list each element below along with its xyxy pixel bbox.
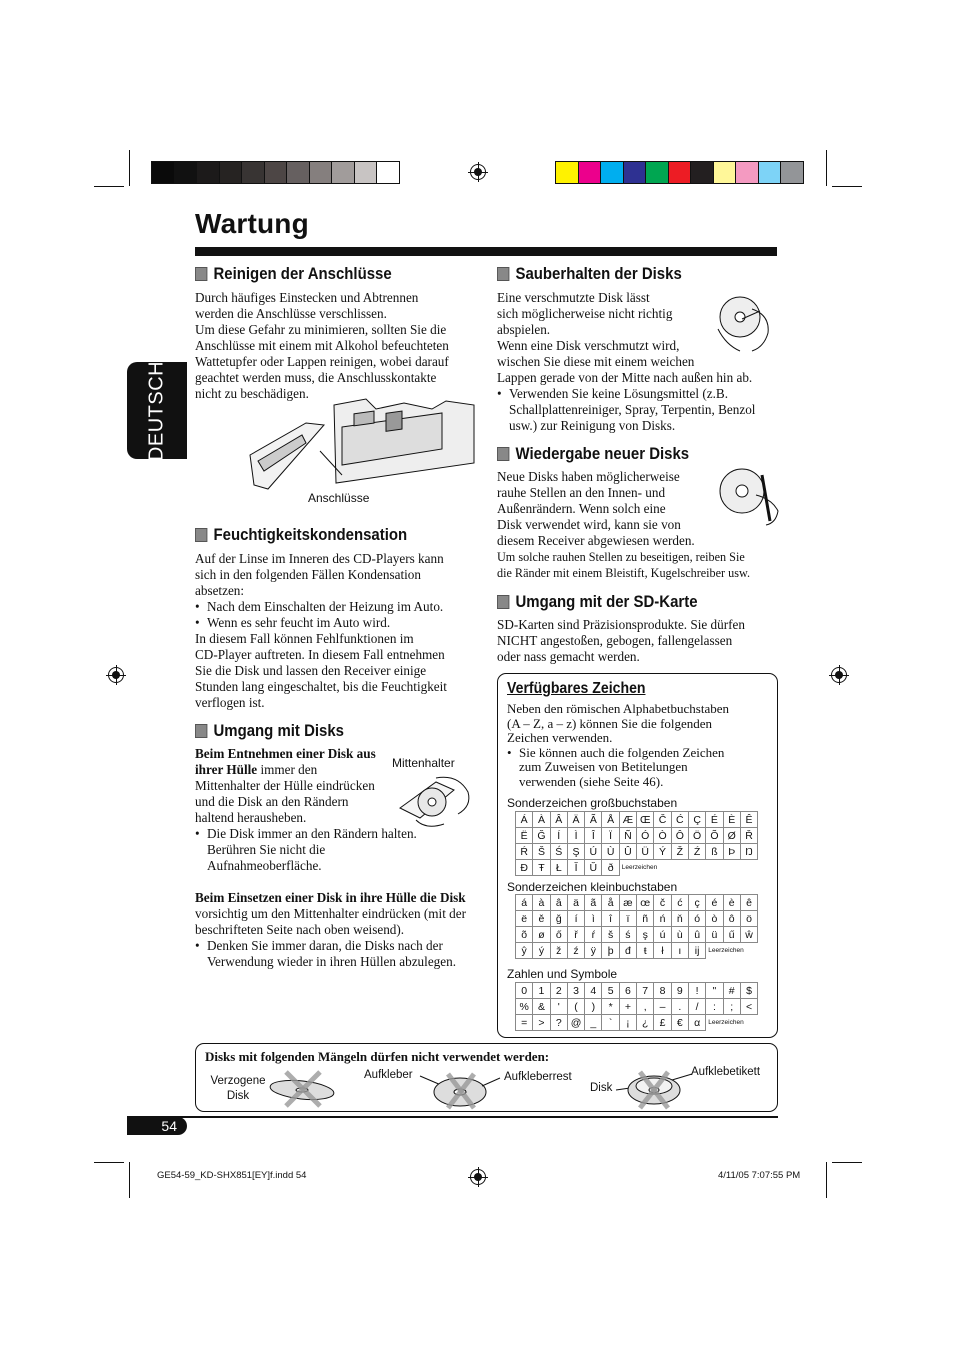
crop-mark (94, 186, 124, 187)
char-cell: & (533, 999, 550, 1015)
char-cell: ı (671, 943, 688, 959)
char-cell: / (688, 999, 705, 1015)
page-title: Wartung (195, 208, 309, 239)
char-cell: ó (688, 911, 705, 927)
char-cell: Œ (637, 812, 654, 828)
char-cell: ( (567, 999, 584, 1015)
sd-karte-text: SD-Karten sind Präzisionsprodukte. Sie dürfen NICHT angestoßen, gebogen, fallengelassen oder nass gemacht werden. (497, 617, 745, 664)
char-cell: œ (637, 895, 654, 911)
char-cell: 4 (585, 983, 602, 999)
char-cell: â (550, 895, 567, 911)
char-cell: ò (706, 911, 723, 927)
char-cell: ; (723, 999, 740, 1015)
char-cell: Ý (654, 844, 671, 860)
char-cell: ù (671, 927, 688, 943)
heading-square-icon (195, 528, 207, 542)
color-swatch (264, 161, 288, 184)
heading-square-icon (195, 724, 207, 738)
char-cell: – (654, 999, 671, 1015)
char-cell: 8 (654, 983, 671, 999)
disk-label: Disk (590, 1082, 613, 1094)
char-cell: , (637, 999, 654, 1015)
char-cell: ŧ (637, 943, 654, 959)
char-cell: Á (516, 812, 533, 828)
char-cell: 0 (516, 983, 533, 999)
heading-square-icon (497, 595, 509, 609)
char-cell: Ŧ (533, 860, 550, 876)
char-cell: Æ (619, 812, 636, 828)
char-cell: ã (585, 895, 602, 911)
crop-mark (826, 150, 827, 186)
char-cell: ź (567, 943, 584, 959)
char-cell: ň (671, 911, 688, 927)
char-cell: Ù (602, 844, 619, 860)
color-swatch (196, 161, 220, 184)
char-cell: Õ (706, 828, 723, 844)
color-swatch (758, 161, 782, 184)
char-cell: ú (654, 927, 671, 943)
upper-special-label: Sonderzeichen großbuchstaben (507, 796, 678, 810)
color-swatch (219, 161, 243, 184)
char-cell: _ (585, 1015, 602, 1031)
char-cell: æ (619, 895, 636, 911)
char-cell: ð (602, 860, 619, 876)
char-cell: ń (654, 911, 671, 927)
color-swatch (735, 161, 759, 184)
crop-mark (832, 186, 862, 187)
char-cell: ü (706, 927, 723, 943)
feuchtigkeit-text: Auf der Linse im Inneren des CD-Players kann sich in den folgenden Fällen Kondensation absetzen: • Nach dem Einschalten der Heizung im Auto. • Wenn es sehr feucht im Auto wird. In diesem Fall können Fehlfunktionen im CD-Player auftreten. In diesem Fall entnehmen Sie die Disk und lassen den Receiver einige Stunden lang eingeschaltet, bis die Feuchtigkeit verflogen ist. (195, 551, 485, 711)
char-cell: * (602, 999, 619, 1015)
char-cell: Ž (671, 844, 688, 860)
char-cell: Î (585, 828, 602, 844)
char-cell: ¿ (637, 1015, 654, 1031)
char-cell: Ì (567, 828, 584, 844)
char-cell: ß (706, 844, 723, 860)
wiedergabe-text: Neue Disks haben möglicherweise rauhe Stellen an den Innen- und Außenrändern. Wenn solch eine Disk verwendet wird, kann sie von diesem Receiver abgewiesen werden. Um solche rauhen Stellen zu beseitigen, reiben Sie die Ränder mit einem Bleistift, Kugelschreiber usw. (497, 469, 751, 580)
heading-square-icon (497, 267, 509, 281)
char-cell: Þ (723, 844, 740, 860)
umgang-disks-text: Beim Entnehmen einer Disk aus ihrer Hülle immer den Mittenhalter der Hülle eindrücken und die Disk an den Rändern haltend herausheben. • Die Disk immer an den Rändern halten. Berühren Sie nicht die Aufnahmeoberfläche. Beim Einsetzen einer Disk in ihre Hülle die Disk vorsichtig um den Mittenhalter eindrücken (mit der beschrifteten Seite nach oben weisend). • Denken Sie immer daran, die Disks nach der Verwendung wieder in ihren Hüllen abzulegen. (195, 746, 475, 970)
char-cell: . (671, 999, 688, 1015)
char-cell: é (706, 895, 723, 911)
char-cell: ë (516, 911, 533, 927)
figure-label: Mittenhalter (392, 756, 455, 770)
char-cell: Č (654, 812, 671, 828)
sticker-residue-label: Aufkleberrest (504, 1071, 572, 1083)
color-swatch (309, 161, 333, 184)
numbers-symbols-label: Zahlen und Symbole (507, 967, 618, 981)
char-cell: < (740, 999, 757, 1015)
char-cell: Ï (602, 828, 619, 844)
char-cell: ő (550, 927, 567, 943)
color-swatch (690, 161, 714, 184)
char-cell: Â (550, 812, 567, 828)
color-swatch (331, 161, 355, 184)
char-cell: Ö (688, 828, 705, 844)
crop-mark (129, 1162, 130, 1198)
char-cell: + (619, 999, 636, 1015)
bottom-rule (127, 1116, 778, 1118)
char-cell: Ñ (619, 828, 636, 844)
char-cell: € (671, 1015, 688, 1031)
char-cell: % (516, 999, 533, 1015)
char-cell: Ś (550, 844, 567, 860)
characters-intro: Neben den römischen Alphabetbuchstaben (A – Z, a – z) können Sie die folgenden Zeichen verwenden. • Sie können auch die folgenden Zeichen zum Zuweisen von Betitelungen verwenden (siehe Seite 46). (507, 702, 769, 790)
char-cell: Ø (723, 828, 740, 844)
connector-illustration (246, 397, 478, 493)
heading-square-icon (195, 267, 207, 281)
char-cell: õ (516, 927, 533, 943)
char-cell: ŷ (516, 943, 533, 959)
registration-mark-icon (470, 164, 486, 180)
char-cell: @ (567, 1015, 584, 1031)
char-cell: ñ (637, 911, 654, 927)
section-heading-sd-karte: Umgang mit der SD-Karte (497, 592, 698, 612)
char-cell: ç (688, 895, 705, 911)
char-cell: 6 (619, 983, 636, 999)
char-cell: ŵ (740, 927, 757, 943)
char-cell: è (723, 895, 740, 911)
char-cell: Ł (550, 860, 567, 876)
char-cell: Ü (637, 844, 654, 860)
page-number-tab: 54 (127, 1117, 187, 1135)
char-cell: ć (671, 895, 688, 911)
char-cell: ? (550, 1015, 567, 1031)
char-cell: ì (585, 911, 602, 927)
title-rule (195, 247, 777, 256)
char-cell: Ş (567, 844, 584, 860)
char-cell: ŕ (585, 927, 602, 943)
registration-mark-icon (831, 667, 847, 683)
char-cell: Å (602, 812, 619, 828)
color-swatch (241, 161, 265, 184)
char-cell: Ê (740, 812, 757, 828)
char-cell: č (654, 895, 671, 911)
char-cell: 2 (550, 983, 567, 999)
char-cell: ű (723, 927, 740, 943)
char-cell: Ó (637, 828, 654, 844)
char-cell: ` (602, 1015, 619, 1031)
label-sticker-label: Aufklebetikett (691, 1066, 761, 1078)
color-swatch (286, 161, 310, 184)
char-cell: Ź (688, 844, 705, 860)
section-heading-sauberhalten: Sauberhalten der Disks (497, 264, 682, 284)
char-cell: Ã (585, 812, 602, 828)
char-cell: ï (619, 911, 636, 927)
char-cell: ! (688, 983, 705, 999)
sticker-disk-icon (418, 1070, 502, 1110)
char-cell: 1 (533, 983, 550, 999)
char-cell: ' (550, 999, 567, 1015)
space-char-cell: Leerzeichen (621, 864, 658, 872)
characters-heading: Verfügbares Zeichen (507, 680, 646, 697)
char-cell: ä (567, 895, 584, 911)
char-cell: Ğ (533, 828, 550, 844)
char-cell: ô (723, 911, 740, 927)
crop-mark (832, 1162, 862, 1163)
char-cell: á (516, 895, 533, 911)
color-swatch (151, 161, 175, 184)
reinigen-text: Durch häufiges Einstecken und Abtrennen werden die Anschlüsse verschlissen. Um diese Gefahr zu minimieren, sollten Sie die Anschlüsse mit einem mit Alkohol befeuchteten Wattetupfer oder Lappen reinigen, wobei darauf geachtet werden muss, die Anschlusskontakte nicht zu beschädigen. (195, 290, 449, 401)
char-cell: û (688, 927, 705, 943)
char-cell: ¡ (619, 1015, 636, 1031)
label-disk-icon (614, 1066, 694, 1110)
space-char-cell: Leerzeichen (708, 947, 744, 955)
section-heading-feuchtigkeit: Feuchtigkeitskondensation (195, 525, 407, 545)
sauberhalten-text: Eine verschmutzte Disk lässt sich möglicherweise nicht richtig abspielen. Wenn eine Disk verschmutzt wird, wischen Sie diese mit einem weichen Lappen gerade von der Mitte nach außen hin ab. • Verwenden Sie keine Lösungsmittel (z.B. Schallplattenreiniger, Spray, Terpentin, Benzol usw.) zur Reinigung von Disks. (497, 290, 779, 434)
lower-special-label: Sonderzeichen kleinbuchstaben (507, 880, 678, 894)
char-cell: Í (550, 828, 567, 844)
char-cell: Đ (516, 860, 533, 876)
heading-square-icon (497, 447, 509, 461)
color-swatch (555, 161, 579, 184)
crop-mark (129, 150, 130, 186)
language-tab: DEUTSCH (127, 362, 187, 459)
char-cell: $ (740, 983, 757, 999)
char-cell: à (533, 895, 550, 911)
char-cell: Ŕ (516, 844, 533, 860)
char-cell: ş (637, 927, 654, 943)
char-cell: đ (619, 943, 636, 959)
color-swatch (668, 161, 692, 184)
char-cell: ě (533, 911, 550, 927)
sticker-label: Aufkleber (364, 1069, 413, 1081)
color-swatch (645, 161, 669, 184)
pencil-disk-illustration (712, 465, 784, 527)
char-cell: ğ (550, 911, 567, 927)
color-swatch (600, 161, 624, 184)
char-cell: = (516, 1015, 533, 1031)
char-cell: ÿ (585, 943, 602, 959)
upper-special-table (515, 811, 758, 876)
char-cell: ö (740, 911, 757, 927)
char-cell: ý (533, 943, 550, 959)
char-cell: # (723, 983, 740, 999)
char-cell: Ô (671, 828, 688, 844)
char-cell: ) (585, 999, 602, 1015)
color-swatch (376, 161, 400, 184)
section-heading-reinigen: Reinigen der Anschlüsse (195, 264, 392, 284)
char-cell: Š (533, 844, 550, 860)
char-cell: Û (619, 844, 636, 860)
char-cell: 5 (602, 983, 619, 999)
section-heading-umgang-disks: Umgang mit Disks (195, 721, 344, 741)
char-cell: î (602, 911, 619, 927)
char-cell: : (706, 999, 723, 1015)
char-cell: £ (654, 1015, 671, 1031)
warped-disk-label: Verzogene Disk (210, 1075, 266, 1102)
char-cell: å (602, 895, 619, 911)
lower-special-table (515, 894, 758, 959)
char-cell: Ŋ (740, 844, 757, 860)
char-cell: À (533, 812, 550, 828)
footer-file-info: GE54-59_KD-SHX851[EY]f.indd 54 (157, 1170, 307, 1181)
char-cell: þ (602, 943, 619, 959)
defective-disks-heading: Disks mit folgenden Mängeln dürfen nicht verwendet werden: (205, 1049, 550, 1064)
section-heading-wiedergabe: Wiedergabe neuer Disks (497, 444, 689, 464)
footer-timestamp: 4/11/05 7:07:55 PM (718, 1170, 801, 1181)
char-cell: È (723, 812, 740, 828)
char-cell: " (706, 983, 723, 999)
char-cell: Ř (740, 828, 757, 844)
char-cell: 3 (567, 983, 584, 999)
color-swatch (780, 161, 804, 184)
char-cell: 7 (637, 983, 654, 999)
crop-mark (826, 1162, 827, 1198)
figure-label: Anschlüsse (308, 491, 370, 505)
char-cell: ø (533, 927, 550, 943)
char-cell: ł (654, 943, 671, 959)
char-cell: Ć (671, 812, 688, 828)
color-swatch (174, 161, 198, 184)
space-char-cell: Leerzeichen (708, 1019, 744, 1027)
char-cell: É (706, 812, 723, 828)
registration-mark-icon (108, 667, 124, 683)
char-cell: α (688, 1015, 705, 1031)
char-cell: Ò (654, 828, 671, 844)
char-cell: Ä (567, 812, 584, 828)
crop-mark (94, 1162, 124, 1163)
numbers-symbols-table (515, 982, 758, 1031)
wiping-disk-illustration (712, 293, 780, 357)
char-cell: Ç (688, 812, 705, 828)
color-swatch (713, 161, 737, 184)
char-cell: í (567, 911, 584, 927)
color-swatch (623, 161, 647, 184)
char-cell: Ĭ (567, 860, 584, 876)
color-swatch (578, 161, 602, 184)
char-cell: 9 (671, 983, 688, 999)
color-swatch (354, 161, 378, 184)
char-cell: ř (567, 927, 584, 943)
char-cell: š (602, 927, 619, 943)
char-cell: ê (740, 895, 757, 911)
char-cell: ś (619, 927, 636, 943)
char-cell: Ë (516, 828, 533, 844)
char-cell: Ú (585, 844, 602, 860)
char-cell: ij (688, 943, 705, 959)
char-cell: > (533, 1015, 550, 1031)
char-cell: Ŭ (585, 860, 602, 876)
registration-mark-icon (470, 1169, 486, 1185)
char-cell: ž (550, 943, 567, 959)
warped-disk-icon (268, 1066, 338, 1110)
